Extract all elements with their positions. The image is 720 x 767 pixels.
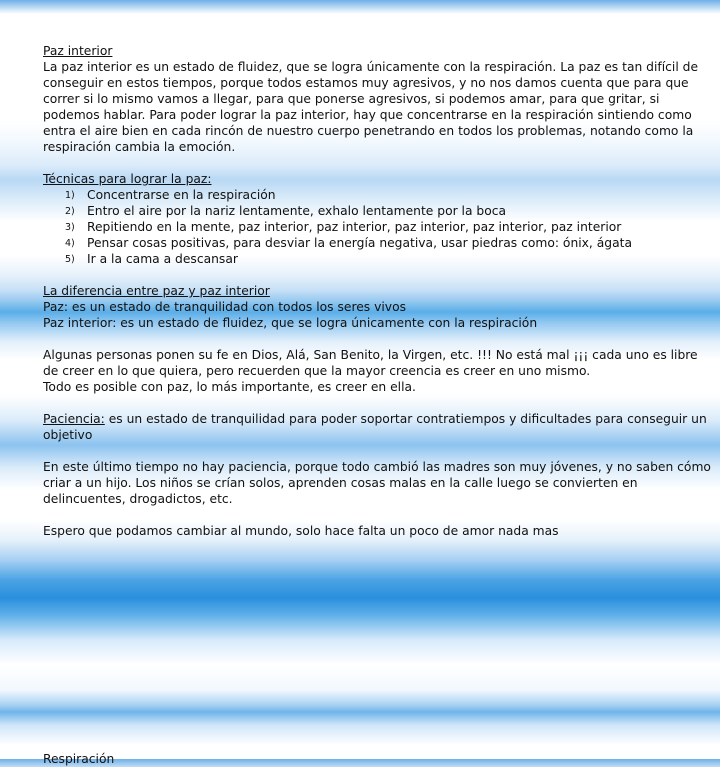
list-item-text: Entro el aire por la nariz lentamente, exhalo lentamente por la boca (87, 204, 507, 218)
section-title: Paz interior (43, 44, 113, 58)
spacer (43, 267, 711, 283)
definition-line: Paz interior: es un estado de fluidez, que se logra únicamente con la respiración (43, 316, 538, 330)
list-item (43, 235, 711, 251)
section-title: La diferencia entre paz y paz interior (43, 284, 270, 298)
document-page (43, 43, 711, 539)
paragraph: En este último tiempo no hay paciencia, porque todo cambió las madres son muy jóvenes, y no saben cómo criar a un hijo. Los niños se crían solos, aprenden cosas malas en la calle luego se convierten en delincuentes, drogadictos, etc. (43, 460, 711, 506)
paragraph: Todo es posible con paz, lo más importante, es creer en ella. (43, 380, 416, 394)
list-number: 5) (65, 254, 75, 265)
list-item (43, 219, 711, 235)
section-diferencia (43, 283, 711, 331)
section-paciencia (43, 411, 711, 443)
list-item-text: Pensar cosas positivas, para desviar la energía negativa, usar piedras como: ónix, ágata (87, 236, 632, 250)
section-paz-interior (43, 43, 711, 155)
numbered-list (43, 187, 711, 267)
list-item (43, 251, 711, 267)
section-title: Técnicas para lograr la paz: (43, 172, 212, 186)
list-number: 3) (65, 222, 75, 233)
spacer (43, 155, 711, 171)
paragraph: Espero que podamos cambiar al mundo, solo hace falta un poco de amor nada mas (43, 524, 559, 538)
spacer (43, 331, 711, 347)
spacer (43, 443, 711, 459)
section-sociedad (43, 459, 711, 507)
section-creencia (43, 347, 711, 395)
list-item-text: Concentrarse en la respiración (87, 188, 276, 202)
list-item (43, 187, 711, 203)
list-item-text: Repitiendo en la mente, paz interior, paz interior, paz interior, paz interior, paz interior (87, 220, 622, 234)
list-number: 4) (65, 238, 75, 249)
section-cierre (43, 523, 711, 539)
list-number: 1) (65, 190, 75, 201)
paragraph: Algunas personas ponen su fe en Dios, Alá, San Benito, la Virgen, etc. !!! No está mal ¡¡¡ cada uno es libre de creer en lo que quiera, pero recuerden que la mayor creencia es creer en uno mismo. (43, 348, 698, 378)
paragraph: La paz interior es un estado de fluidez, que se logra únicamente con la respiración. La paz es tan difícil de conseguir en estos tiempos, porque todos estamos muy agresivos, y no nos damos cuenta que para que correr si lo mismo vamos a llegar, para que ponerse agresivos, si podemos amar, para que gritar, si podemos hablar. Para poder lograr la paz interior, hay que concentrarse en la respiración sintiendo como entra el aire bien en cada rincón de nuestro cuerpo penetrando en todos los problemas, notando como la respiración cambia la emoción. (43, 60, 699, 154)
spacer (43, 507, 711, 523)
section-tecnicas (43, 171, 711, 267)
cut-off-heading: Respiración (43, 752, 115, 766)
spacer (43, 395, 711, 411)
paragraph (43, 411, 711, 443)
list-item-text: Ir a la cama a descansar (87, 252, 238, 266)
term-definition: es un estado de tranquilidad para poder soportar contratiempos y dificultades para conseguir un objetivo (43, 412, 707, 442)
list-number: 2) (65, 206, 75, 217)
term-label: Paciencia: (43, 412, 105, 426)
list-item (43, 203, 711, 219)
definition-line: Paz: es un estado de tranquilidad con todos los seres vivos (43, 300, 407, 314)
